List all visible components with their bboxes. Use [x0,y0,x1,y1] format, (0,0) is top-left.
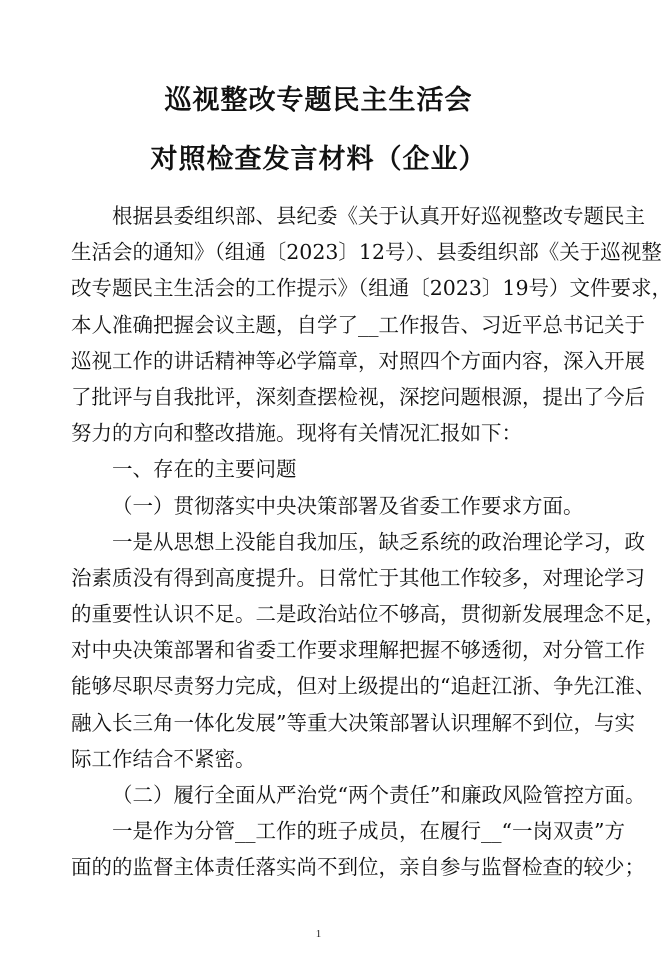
paragraph-line: 根据县委组织部、县纪委《关于认真开好巡视整改专题民主 [112,204,645,228]
paragraph-line: 改专题民主生活会的工作提示》（组通〔2023〕19号）文件要求， [71,276,672,301]
paragraph-line: 一是作为分管__工作的班子成员，在履行__“一岗双责”方 [112,819,625,844]
document-title: 巡视整改专题民主生活会 [164,85,473,116]
section-heading: 一、存在的主要问题 [112,457,297,482]
paragraph-line: 了批评与自我批评，深刻查摆检视，深挖问题根源，提出了今后 [71,384,645,409]
subsection-heading: （一）贯彻落实中央决策部署及省委工作要求方面。 [112,493,584,518]
paragraph-line: 治素质没有得到高度提升。日常忙于其他工作较多，对理论学习 [71,565,645,590]
paragraph-line: 融入长三角一体化发展”等重大决策部署认识理解不到位，与实 [71,710,635,735]
page-number: 1 [315,928,322,940]
paragraph-line: 能够尽职尽责努力完成，但对上级提出的“追赶江浙、争先江淮、 [71,674,656,699]
paragraph-line: 的重要性认识不足。二是政治站位不够高，贯彻新发展理念不足， [71,602,666,627]
paragraph-line: 生活会的通知》（组通〔2023〕12号）、县委组织部《关于巡视整 [71,240,662,265]
paragraph-line: 一是从思想上没能自我加压，缺乏系统的政治理论学习，政 [112,529,645,554]
document-body [71,198,672,886]
paragraph-line: 对中央决策部署和省委工作要求理解把握不够透彻，对分管工作 [71,638,645,663]
paragraph-line: 努力的方向和整改措施。现将有关情况汇报如下： [71,421,522,446]
paragraph-line: 面的的监督主体责任落实尚不到位，亲自参与监督检查的较少； [71,855,645,880]
paragraph-line: 际工作结合不紧密。 [71,746,256,771]
paragraph-line: 巡视工作的讲话精神等必学篇章，对照四个方面内容，深入开展 [71,348,645,373]
subsection-heading: （二）履行全面从严治党“两个责任”和廉政风险管控方面。 [112,783,646,807]
document-subtitle: 对照检查发言材料（企业） [150,144,487,175]
paragraph-line: 本人准确把握会议主题，自学了__工作报告、习近平总书记关于 [71,312,645,337]
